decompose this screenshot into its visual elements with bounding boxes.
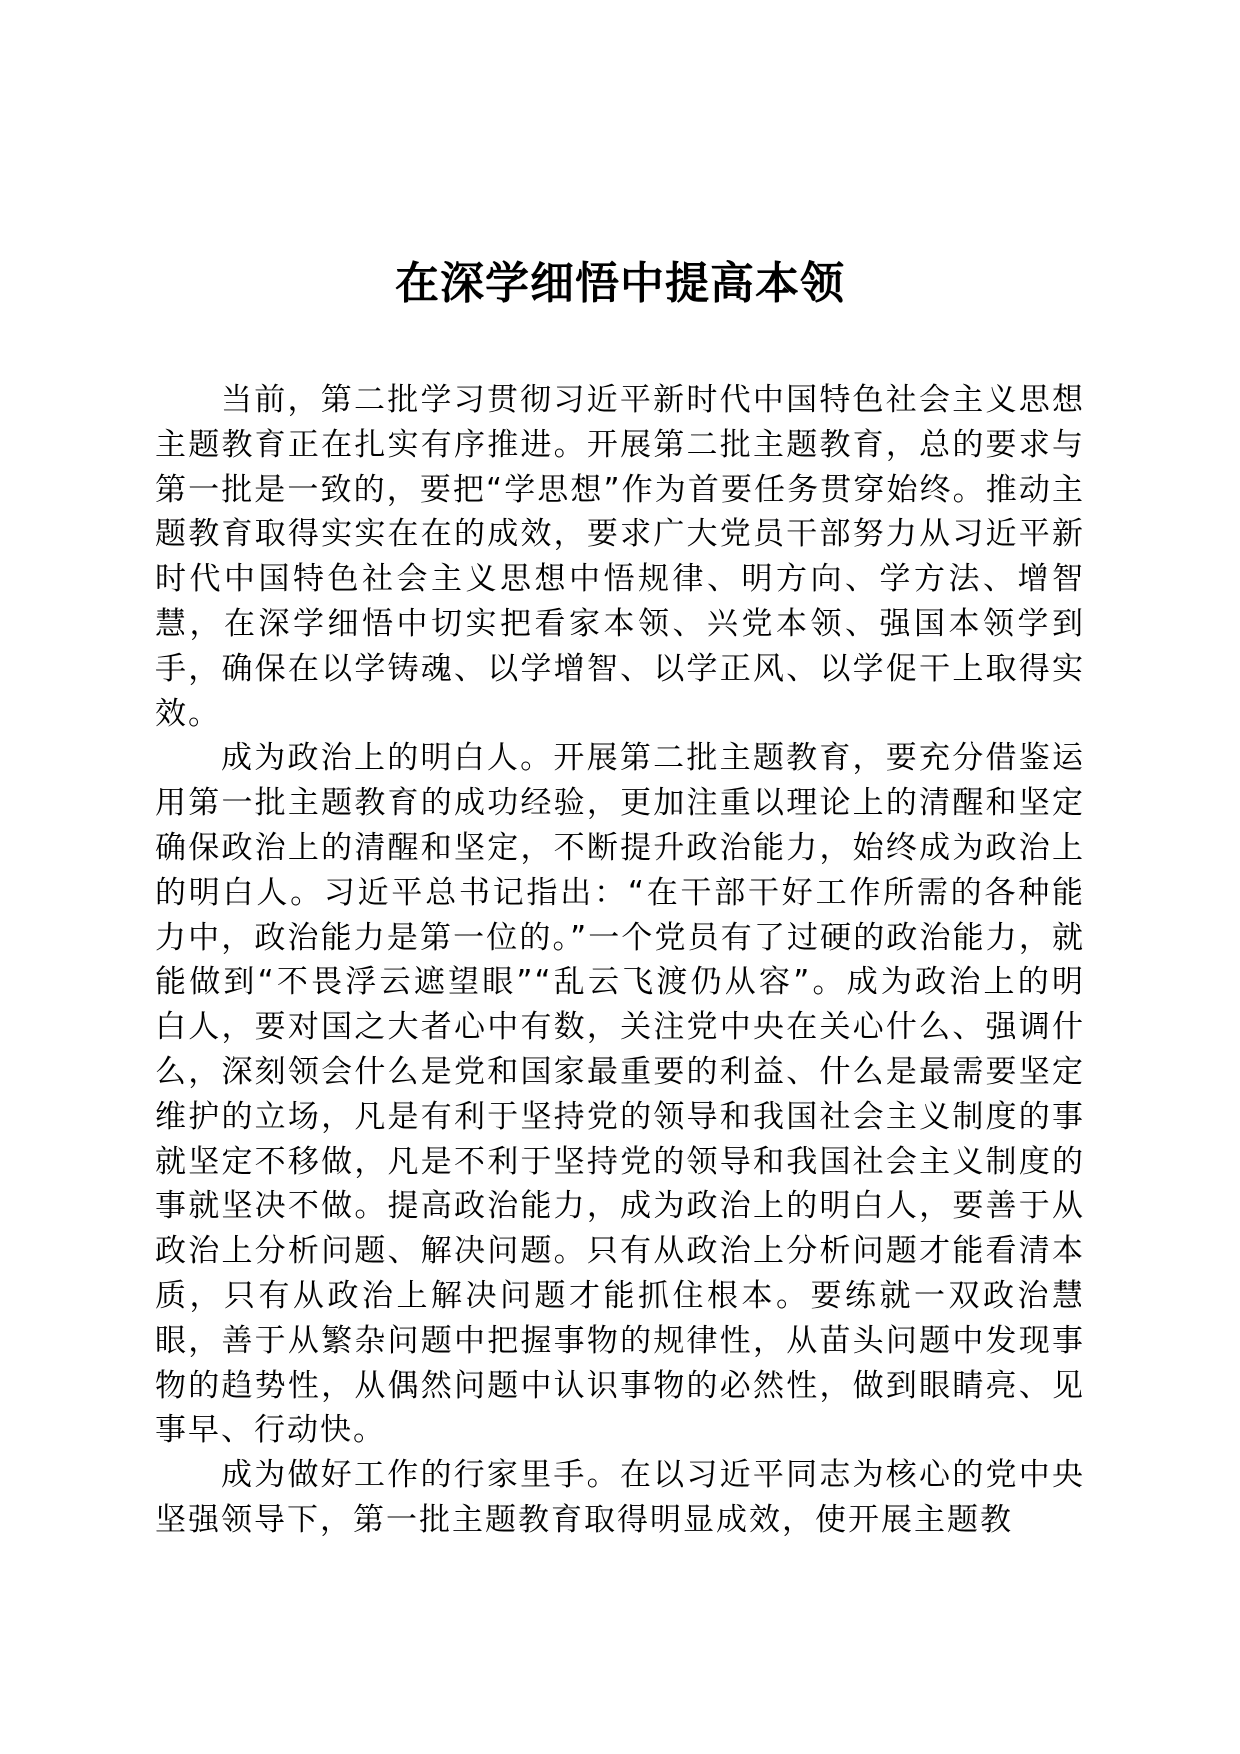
paragraph-political: 成为政治上的明白人。开展第二批主题教育，要充分借鉴运用第一批主题教育的成功经验，更加注重以理论上的清醒和坚定确保政治上的清醒和坚定，不断提升政治能力，始终成为政治上的明白人。习近平总书记指出：“在干部干好工作所需的各种能力中，政治能力是第一位的。”一个党员有了过硬的政治能力，就能做到“不畏浮云遮望眼”“乱云飞渡仍从容”。成为政治上的明白人，要对国之大者心中有数，关注党中央在关心什么、强调什么，深刻领会什么是党和国家最重要的利益、什么是最需要坚定维护的立场，凡是有利于坚持党的领导和我国社会主义制度的事就坚定不移做，凡是不利于坚持党的领导和我国社会主义制度的事就坚决不做。提高政治能力，成为政治上的明白人，要善于从政治上分析问题、解决问题。只有从政治上分析问题才能看清本质，只有从政治上解决问题才能抓住根本。要练就一双政治慧眼，善于从繁杂问题中把握事物的规律性，从苗头问题中发现事物的趋势性，从偶然问题中认识事物的必然性，做到眼睛亮、见事早、行动快。 — [155, 740, 1085, 1449]
document-body — [155, 378, 1085, 1543]
document-title: 在深学细悟中提高本领 — [395, 258, 845, 309]
paragraph-intro: 当前，第二批学习贯彻习近平新时代中国特色社会主义思想主题教育正在扎实有序推进。开展第二批主题教育，总的要求与第一批是一致的，要把“学思想”作为首要任务贯穿始终。推动主题教育取得实实在在的成效，要求广大党员干部努力从习近平新时代中国特色社会主义思想中悟规律、明方向、学方法、增智慧，在深学细悟中切实把看家本领、兴党本领、强国本领学到手，确保在以学铸魂、以学增智、以学正风、以学促干上取得实效。 — [155, 382, 1085, 732]
paragraph-expert: 成为做好工作的行家里手。在以习近平同志为核心的党中央坚强领导下，第一批主题教育取得明显成效，使开展主题教 — [155, 1457, 1085, 1538]
